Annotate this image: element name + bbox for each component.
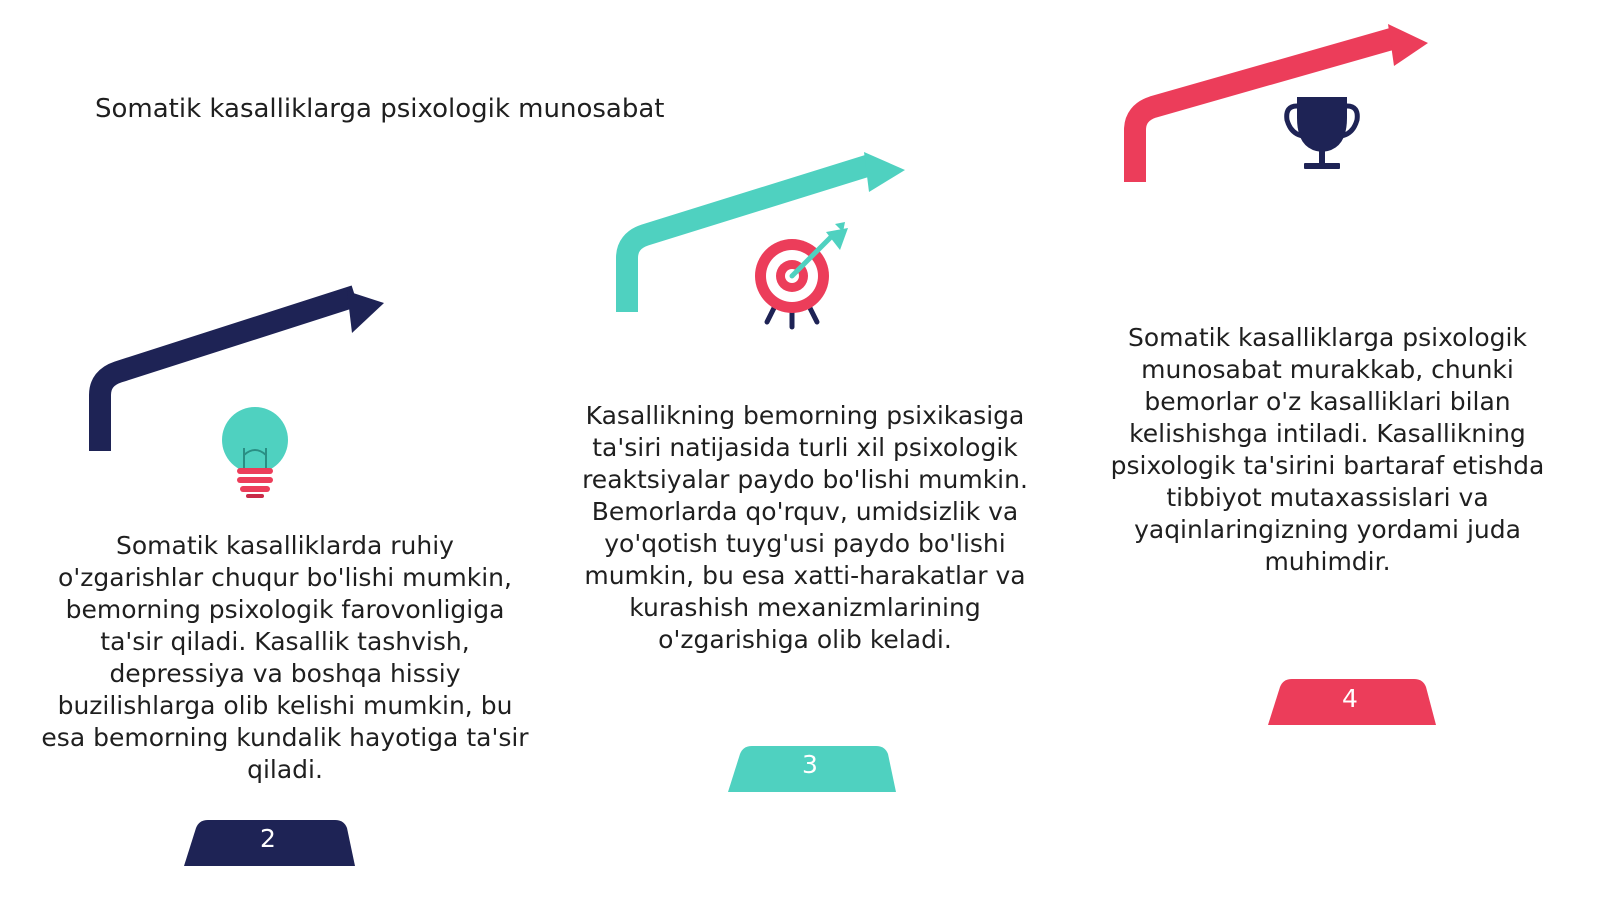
target-icon bbox=[755, 222, 848, 327]
slide-title: Somatik kasalliklarga psixologik munosabat bbox=[95, 94, 665, 124]
step-4-number: 4 bbox=[1342, 684, 1358, 713]
step-2-description: Somatik kasalliklarda ruhiy o'zgarishlar chuqur bo'lishi mumkin, bemorning psixologik farovonligiga ta'sir qiladi. Kasallik tashvish, depressiya va boshqa hissiy buzilishlarga olib kelishi mumkin, bu esa bemorning kundalik hayotiga ta'sir qiladi. bbox=[41, 531, 529, 784]
step-4-description: Somatik kasalliklarga psixologik munosabat murakkab, chunki bemorlar o'z kasalliklari bilan kelishishga intiladi. Kasallikning psixologik ta'sirini bartaraf etishda tibbiyot mutaxassislari va yaqinlaringizning yordami juda muhimdir. bbox=[1110, 323, 1545, 576]
step-2-number: 2 bbox=[260, 824, 276, 853]
step-3-description: Kasallikning bemorning psixikasiga ta'siri natijasida turli xil psixologik reaktsiyalar paydo bo'lishi mumkin. Bemorlarda qo'rquv, umidsizlik va yo'qotish tuyg'usi paydo bo'lishi mumkin, bu esa xatti-harakatlar va kurashish mexanizmlarining o'zgarishiga olib keladi. bbox=[582, 401, 1028, 654]
step-3-number: 3 bbox=[802, 750, 818, 779]
trophy-icon bbox=[1287, 97, 1358, 169]
lightbulb-icon bbox=[222, 407, 288, 498]
arrow-red bbox=[1135, 24, 1428, 182]
